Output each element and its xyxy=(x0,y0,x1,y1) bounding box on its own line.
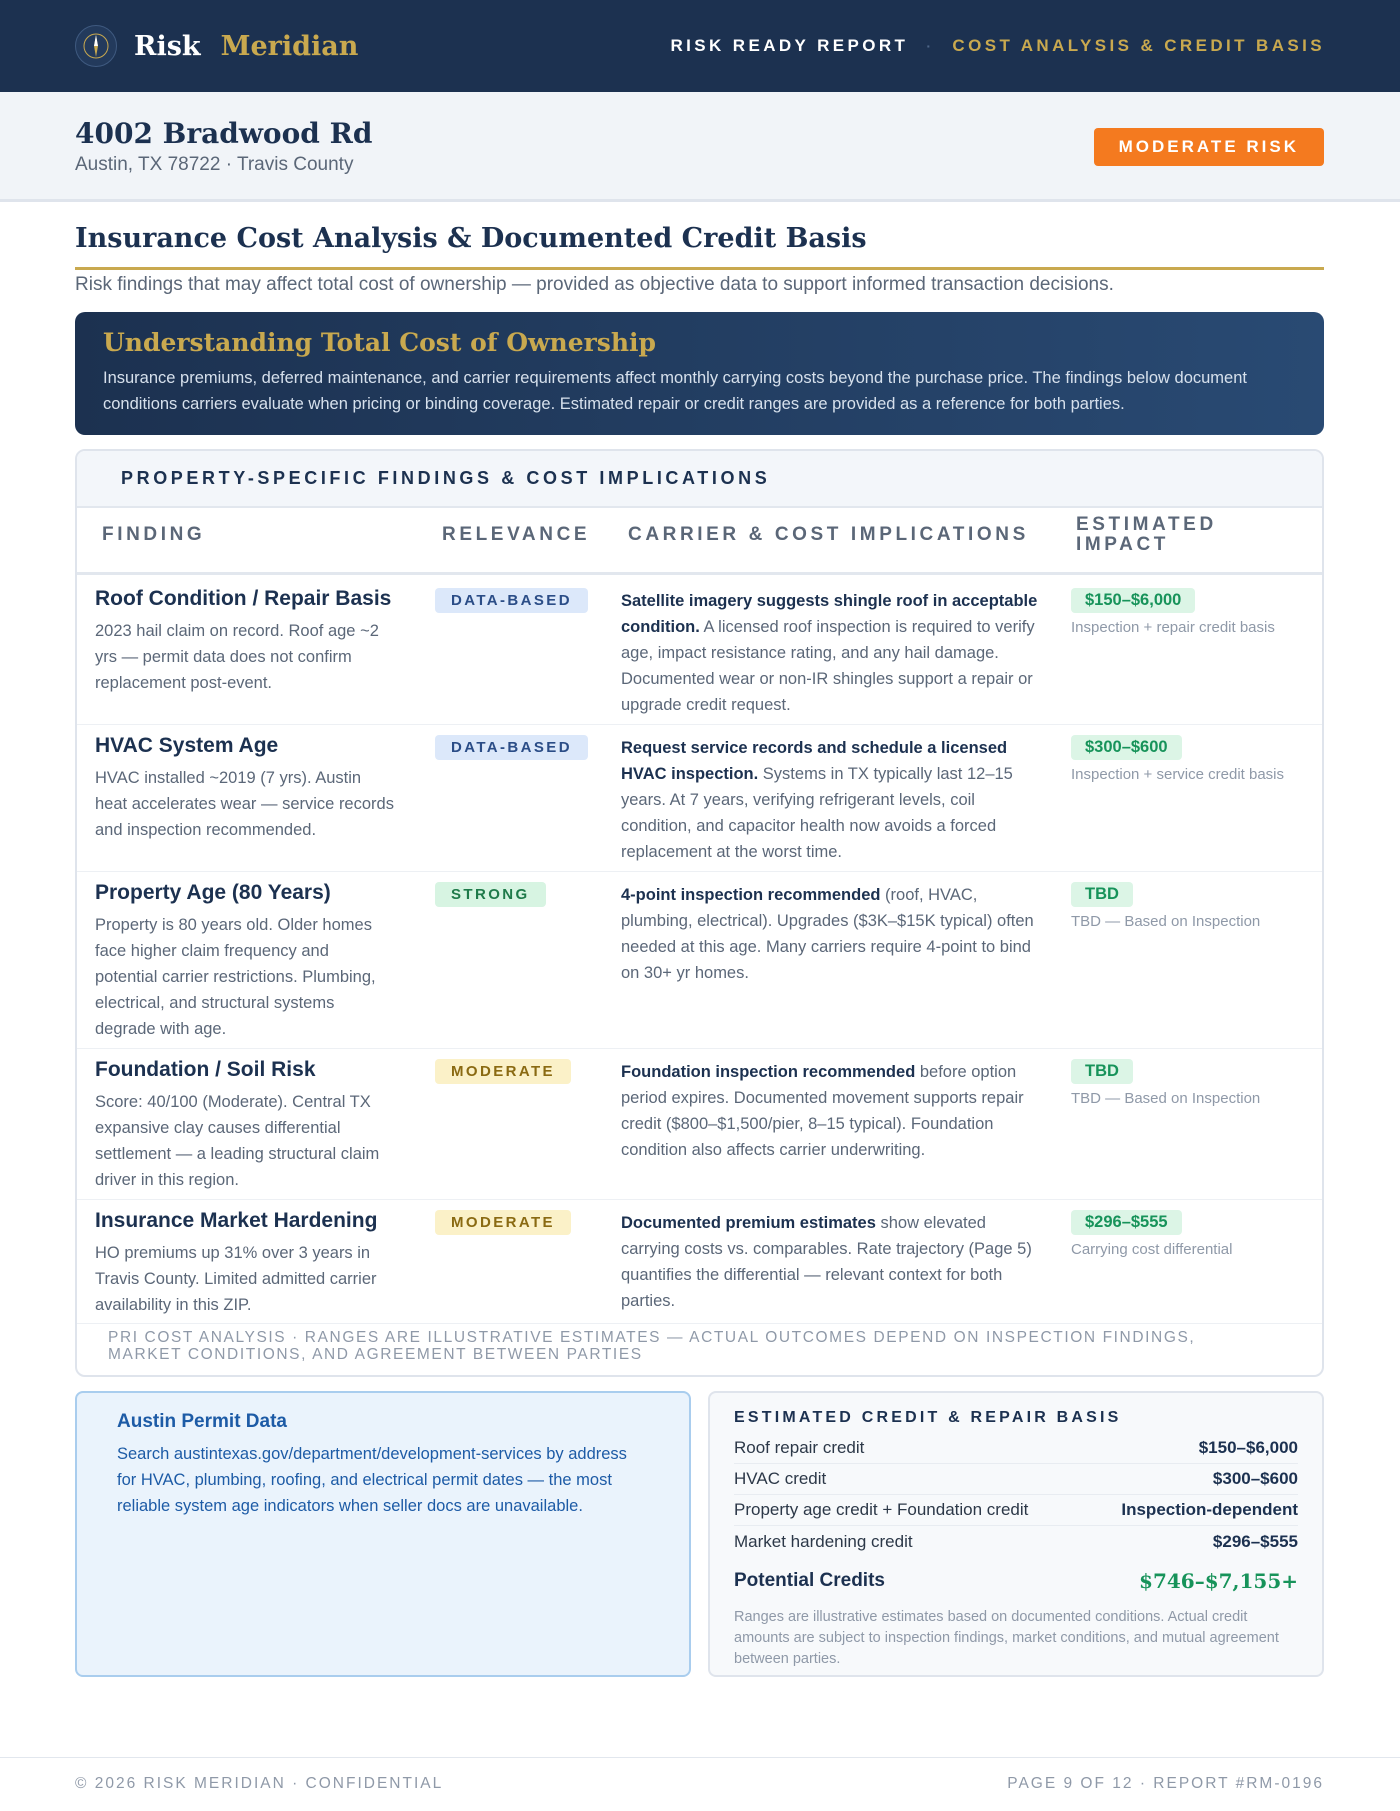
finding-description: HO premiums up 31% over 3 years in Travis County. Limited admitted carrier availability in this ZIP. xyxy=(95,1244,377,1314)
impact-basis: Carrying cost differential xyxy=(1071,1241,1233,1258)
implications-text xyxy=(621,1059,1041,1163)
findings-heading: PROPERTY-SPECIFIC FINDINGS & COST IMPLICATIONS xyxy=(77,451,1322,508)
brand[interactable] xyxy=(75,25,358,67)
finding-title: HVAC System Age xyxy=(95,734,279,757)
impact-value: $150–$6,000 xyxy=(1071,588,1195,613)
implications-lead: Satellite imagery suggests shingle roof in acceptable condition. xyxy=(621,592,1038,636)
credit-label: Market hardening credit xyxy=(734,1531,913,1551)
implications-text xyxy=(621,735,1041,865)
tco-callout xyxy=(75,312,1324,435)
relevance-badge: MODERATE xyxy=(435,1210,571,1235)
impact-basis: Inspection + repair credit basis xyxy=(1071,619,1275,636)
credit-summary xyxy=(708,1391,1324,1677)
column-header-implications: CARRIER & COST IMPLICATIONS xyxy=(628,524,1029,545)
table-footnote: PRI COST ANALYSIS · RANGES ARE ILLUSTRATIVE ESTIMATES — ACTUAL OUTCOMES DEPEND ON INSPECTION FINDINGS, MARKET CONDITIONS, AND AGREEMENT BETWEEN PARTIES xyxy=(108,1329,1196,1363)
top-header xyxy=(0,0,1400,92)
compass-icon xyxy=(75,25,117,67)
finding-description: 2023 hail claim on record. Roof age ~2 yrs — permit data does not confirm replacement post-event. xyxy=(95,622,379,692)
impact-value: $300–$600 xyxy=(1071,735,1182,760)
footer-divider xyxy=(0,1757,1400,1758)
impact-basis: TBD — Based on Inspection xyxy=(1071,913,1261,930)
column-header-impact-line1: ESTIMATED xyxy=(1076,514,1217,535)
credit-line xyxy=(734,1433,1298,1464)
table-row xyxy=(77,578,1322,725)
impact-basis: TBD — Based on Inspection xyxy=(1071,1090,1261,1107)
credit-total-value: $746–$7,155+ xyxy=(1139,1569,1298,1593)
table-row xyxy=(77,872,1322,1049)
current-section: COST ANALYSIS & CREDIT BASIS xyxy=(952,36,1325,55)
implications-lead: Request service records and schedule a licensed HVAC inspection. xyxy=(621,739,1008,783)
impact-value: TBD xyxy=(1071,1059,1133,1084)
property-header xyxy=(0,92,1400,202)
tco-text: Insurance premiums, deferred maintenance, and carrier requirements affect monthly carrying costs beyond the purchase price. The findings below document conditions carriers evaluate when pricing or binding coverage. Estimated repair or credit ranges are provided as a reference for both parties. xyxy=(103,369,1247,413)
permit-title: Austin Permit Data xyxy=(117,1411,287,1432)
findings-table xyxy=(75,449,1324,1377)
table-row xyxy=(77,1200,1322,1324)
credit-value: $150–$6,000 xyxy=(1198,1438,1298,1457)
credit-label: HVAC credit xyxy=(734,1469,827,1488)
column-header-impact-line2: IMPACT xyxy=(1076,534,1170,555)
impact-value: $296–$555 xyxy=(1071,1210,1182,1235)
implications-detail: show elevated carrying costs vs. comparables. Rate trajectory (Page 5) quantifies the differential — relevant context for both parties. xyxy=(621,1214,1032,1310)
credit-line xyxy=(734,1464,1298,1495)
footer-page-info: PAGE 9 OF 12 · REPORT #RM-0196 xyxy=(1007,1775,1324,1792)
implications-lead: Foundation inspection recommended xyxy=(621,1063,916,1081)
table-header xyxy=(77,508,1322,575)
column-header-relevance: RELEVANCE xyxy=(442,524,591,545)
implications-lead: Documented premium estimates xyxy=(621,1214,876,1232)
brand-name-first: Risk xyxy=(134,30,201,62)
finding-description: Score: 40/100 (Moderate). Central TX expansive clay causes differential settlement — a leading structural claim driver in this region. xyxy=(95,1093,380,1189)
tco-title: Understanding Total Cost of Ownership xyxy=(103,328,657,357)
impact-basis: Inspection + service credit basis xyxy=(1071,766,1285,783)
implications-text xyxy=(621,588,1041,718)
credit-line xyxy=(734,1526,1298,1557)
credit-total xyxy=(734,1561,1298,1601)
breadcrumb-separator: · xyxy=(926,38,935,54)
risk-level-badge: MODERATE RISK xyxy=(1094,128,1324,166)
implications-lead: 4-point inspection recommended xyxy=(621,886,881,904)
column-header-finding: FINDING xyxy=(102,524,206,545)
credit-value: $296–$555 xyxy=(1212,1531,1298,1551)
credit-heading: ESTIMATED CREDIT & REPAIR BASIS xyxy=(734,1409,1122,1426)
impact-value: TBD xyxy=(1071,882,1133,907)
column-header-impact xyxy=(1076,515,1217,555)
implications-text xyxy=(621,882,1041,986)
page-title: Insurance Cost Analysis & Documented Credit Basis xyxy=(75,223,867,254)
table-row xyxy=(77,1049,1322,1200)
relevance-badge: DATA-BASED xyxy=(435,735,588,760)
brand-name-second: Meridian xyxy=(220,30,359,62)
page-subtitle: Risk findings that may affect total cost of ownership — provided as objective data to support informed transaction decisions. xyxy=(75,274,1114,295)
footer-copyright: © 2026 RISK MERIDIAN · CONFIDENTIAL xyxy=(75,1775,444,1792)
finding-title: Foundation / Soil Risk xyxy=(95,1058,316,1081)
finding-title: Insurance Market Hardening xyxy=(95,1209,378,1232)
property-city-county: Austin, TX 78722 · Travis County xyxy=(75,154,354,175)
relevance-badge: STRONG xyxy=(435,882,546,907)
credit-lines xyxy=(734,1433,1298,1557)
relevance-badge: MODERATE xyxy=(435,1059,571,1084)
credit-line xyxy=(734,1495,1298,1526)
finding-title: Roof Condition / Repair Basis xyxy=(95,587,392,610)
credit-value: Inspection-dependent xyxy=(1121,1500,1298,1519)
credit-label: Roof repair credit xyxy=(734,1438,865,1457)
report-breadcrumb xyxy=(670,36,1325,56)
credit-total-label: Potential Credits xyxy=(734,1570,885,1591)
implications-detail: (roof, HVAC, plumbing, electrical). Upgrades ($3K–$15K typical) often needed at this age. Many carriers require 4-point to bind on 30+ yr homes. xyxy=(621,886,1034,982)
finding-description: HVAC installed ~2019 (7 yrs). Austin heat accelerates wear — service records and inspection recommended. xyxy=(95,769,394,839)
title-divider xyxy=(75,267,1324,270)
property-street: 4002 Bradwood Rd xyxy=(75,117,373,150)
permit-data-callout xyxy=(75,1391,691,1677)
report-name: RISK READY REPORT xyxy=(670,36,909,55)
implications-detail: before option period expires. Documented movement supports repair credit ($800–$1,500/pier, 8–15 typical). Foundation condition also affects carrier underwriting. xyxy=(621,1063,1024,1159)
relevance-badge: DATA-BASED xyxy=(435,588,588,613)
table-row xyxy=(77,725,1322,872)
credit-disclaimer: Ranges are illustrative estimates based on documented conditions. Actual credit amounts are subject to inspection findings, market conditions, and mutual agreement between parties. xyxy=(734,1609,1279,1667)
finding-title: Property Age (80 Years) xyxy=(95,881,331,904)
credit-label: Property age credit + Foundation credit xyxy=(734,1500,1029,1519)
implications-detail: Systems in TX typically last 12–15 years. At 7 years, verifying refrigerant levels, coil condition, and capacitor health now avoids a forced replacement at the worst time. xyxy=(621,765,1013,861)
implications-text xyxy=(621,1210,1041,1314)
finding-description: Property is 80 years old. Older homes face higher claim frequency and potential carrier restrictions. Plumbing, electrical, and structural systems degrade with age. xyxy=(95,916,376,1038)
permit-text: Search austintexas.gov/department/development-services by address for HVAC, plumbing, roofing, and electrical permit dates — the most reliable system age indicators when seller docs are unavailable. xyxy=(117,1445,627,1515)
implications-detail: A licensed roof inspection is required to verify age, impact resistance rating, and any hail damage. Documented wear or non-IR shingles support a repair or upgrade credit request. xyxy=(621,618,1035,714)
credit-value: $300–$600 xyxy=(1212,1469,1298,1488)
